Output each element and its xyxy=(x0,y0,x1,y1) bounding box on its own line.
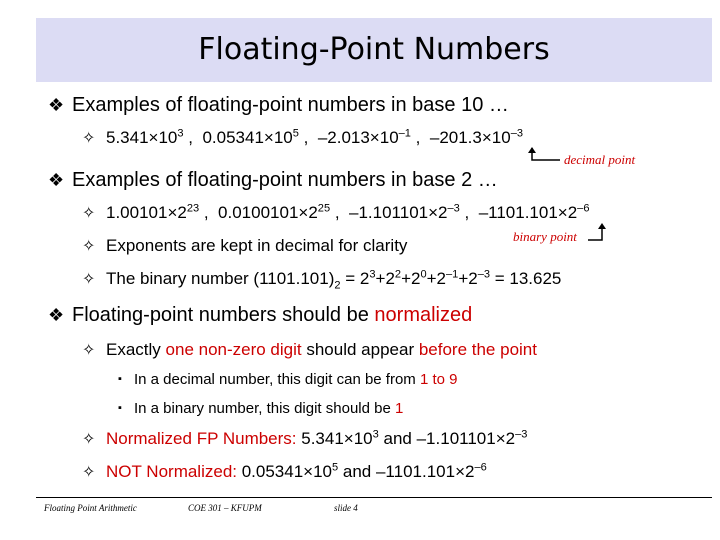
exactly-mid: should appear xyxy=(301,340,419,359)
normalized-word: normalized xyxy=(374,304,473,326)
bullet-base2-heading xyxy=(48,169,498,192)
normalized-heading-text: Floating-point numbers should be xyxy=(72,304,375,326)
decimal-digit-text: In a decimal number, this digit can be from xyxy=(134,371,420,388)
term3: +2 xyxy=(401,269,421,288)
footer-divider xyxy=(36,497,712,498)
decimal-point-arrow-icon xyxy=(524,146,564,164)
square-bullet-icon: ▪ xyxy=(118,373,122,385)
exponents-note-text: Exponents are kept in decimal for clarity xyxy=(106,236,408,255)
bullet-base10-heading xyxy=(48,94,509,117)
star-bullet-icon: ✧ xyxy=(82,431,96,448)
exp5: –3 xyxy=(477,268,490,281)
example-separator: , xyxy=(410,128,430,147)
footer-left: Floating Point Arithmetic xyxy=(44,503,137,513)
footer-center: COE 301 – KFUPM xyxy=(188,503,262,513)
decimal-digit-range: 1 to 9 xyxy=(419,371,458,388)
normalized-fp-line xyxy=(82,429,527,449)
title-bar xyxy=(36,18,712,82)
example-separator: , xyxy=(298,128,318,147)
star-bullet-icon: ✧ xyxy=(82,271,96,288)
base2-heading-text: Examples of floating-point numbers in base 2 … xyxy=(72,169,498,191)
example-mantissa: –201.3×10 xyxy=(429,128,511,147)
example-mantissa: –2.013×10 xyxy=(317,128,399,147)
not-normalized-label: NOT Normalized: xyxy=(106,462,237,481)
example-separator: , xyxy=(183,128,203,147)
exp2: 2 xyxy=(394,268,402,281)
example-mantissa: 5.341×10 xyxy=(106,128,178,147)
binary-point-note: binary point xyxy=(513,229,577,244)
exp4: –1 xyxy=(446,268,459,281)
binary-number-line xyxy=(82,268,562,292)
star-bullet-icon: ✧ xyxy=(82,464,96,481)
bullet-normalized-heading xyxy=(48,304,472,327)
normalized-fp-e1: 3 xyxy=(372,428,379,441)
example-exponent: –1 xyxy=(398,127,411,140)
term2: +2 xyxy=(375,269,395,288)
base10-examples xyxy=(82,128,523,148)
normalized-fp-e2: –3 xyxy=(515,428,528,441)
example-separator: , xyxy=(199,203,219,222)
footer-right: slide 4 xyxy=(334,503,358,513)
base10-examples-text xyxy=(106,128,523,147)
decimal-point-note: decimal point xyxy=(564,152,636,167)
example-separator: , xyxy=(459,203,479,222)
example-exponent: –3 xyxy=(447,202,460,215)
example-mantissa: –1.101101×2 xyxy=(349,203,448,222)
example-exponent: 23 xyxy=(186,202,200,215)
base2-examples-text xyxy=(106,203,589,222)
example-mantissa: 1.00101×2 xyxy=(106,203,187,222)
binary-digit-text: In a binary number, this digit should be xyxy=(134,400,395,417)
diamond-bullet-icon: ❖ xyxy=(48,305,65,325)
star-bullet-icon: ✧ xyxy=(82,130,96,147)
slide-title: Floating-Point Numbers xyxy=(198,32,550,67)
exponents-note xyxy=(82,236,407,256)
eq-text: = 2 xyxy=(340,269,370,288)
not-normalized-e2: –6 xyxy=(474,461,487,474)
decimal-digit-line xyxy=(118,371,458,388)
example-mantissa: 0.0100101×2 xyxy=(218,203,318,222)
diamond-bullet-icon: ❖ xyxy=(48,170,65,190)
base2-examples xyxy=(82,203,589,223)
base10-heading-text: Examples of floating-point numbers in base 10 … xyxy=(72,94,509,116)
example-mantissa: 0.05341×10 xyxy=(202,128,293,147)
exactly-pre: Exactly xyxy=(106,340,166,359)
diamond-bullet-icon: ❖ xyxy=(48,95,65,115)
not-normalized-e1: 5 xyxy=(332,461,339,474)
binary-number-text: The binary number (1101.101) xyxy=(106,269,335,288)
normalized-fp-v1: 5.341×10 xyxy=(296,429,373,448)
exactly-red1: one non-zero digit xyxy=(165,340,302,359)
star-bullet-icon: ✧ xyxy=(82,342,96,359)
star-bullet-icon: ✧ xyxy=(82,238,96,255)
exp3: 0 xyxy=(420,268,427,281)
example-exponent: 5 xyxy=(292,127,299,140)
exactly-red2: before the point xyxy=(418,340,537,359)
exp1: 3 xyxy=(369,268,376,281)
binary-digit-value: 1 xyxy=(395,400,404,417)
not-normalized-line xyxy=(82,462,487,482)
term5: +2 xyxy=(458,269,478,288)
term4: +2 xyxy=(426,269,447,288)
example-separator: , xyxy=(330,203,349,222)
base-subscript: 2 xyxy=(334,279,341,292)
binary-digit-line xyxy=(118,400,403,417)
not-normalized-and: and –1101.101×2 xyxy=(338,462,475,481)
result-text: = 13.625 xyxy=(490,269,562,288)
not-normalized-v1: 0.05341×10 xyxy=(237,462,333,481)
star-bullet-icon: ✧ xyxy=(82,205,96,222)
example-exponent: 25 xyxy=(317,202,331,215)
normalized-fp-label: Normalized FP Numbers: xyxy=(106,429,297,448)
example-exponent: –6 xyxy=(577,202,590,215)
example-mantissa: –1101.101×2 xyxy=(478,203,578,222)
binary-point-arrow-icon xyxy=(586,222,610,244)
exactly-line xyxy=(82,340,537,360)
example-exponent: 3 xyxy=(177,127,184,140)
example-exponent: –3 xyxy=(510,127,523,140)
square-bullet-icon: ▪ xyxy=(118,402,122,414)
normalized-fp-and: and –1.101101×2 xyxy=(378,429,516,448)
